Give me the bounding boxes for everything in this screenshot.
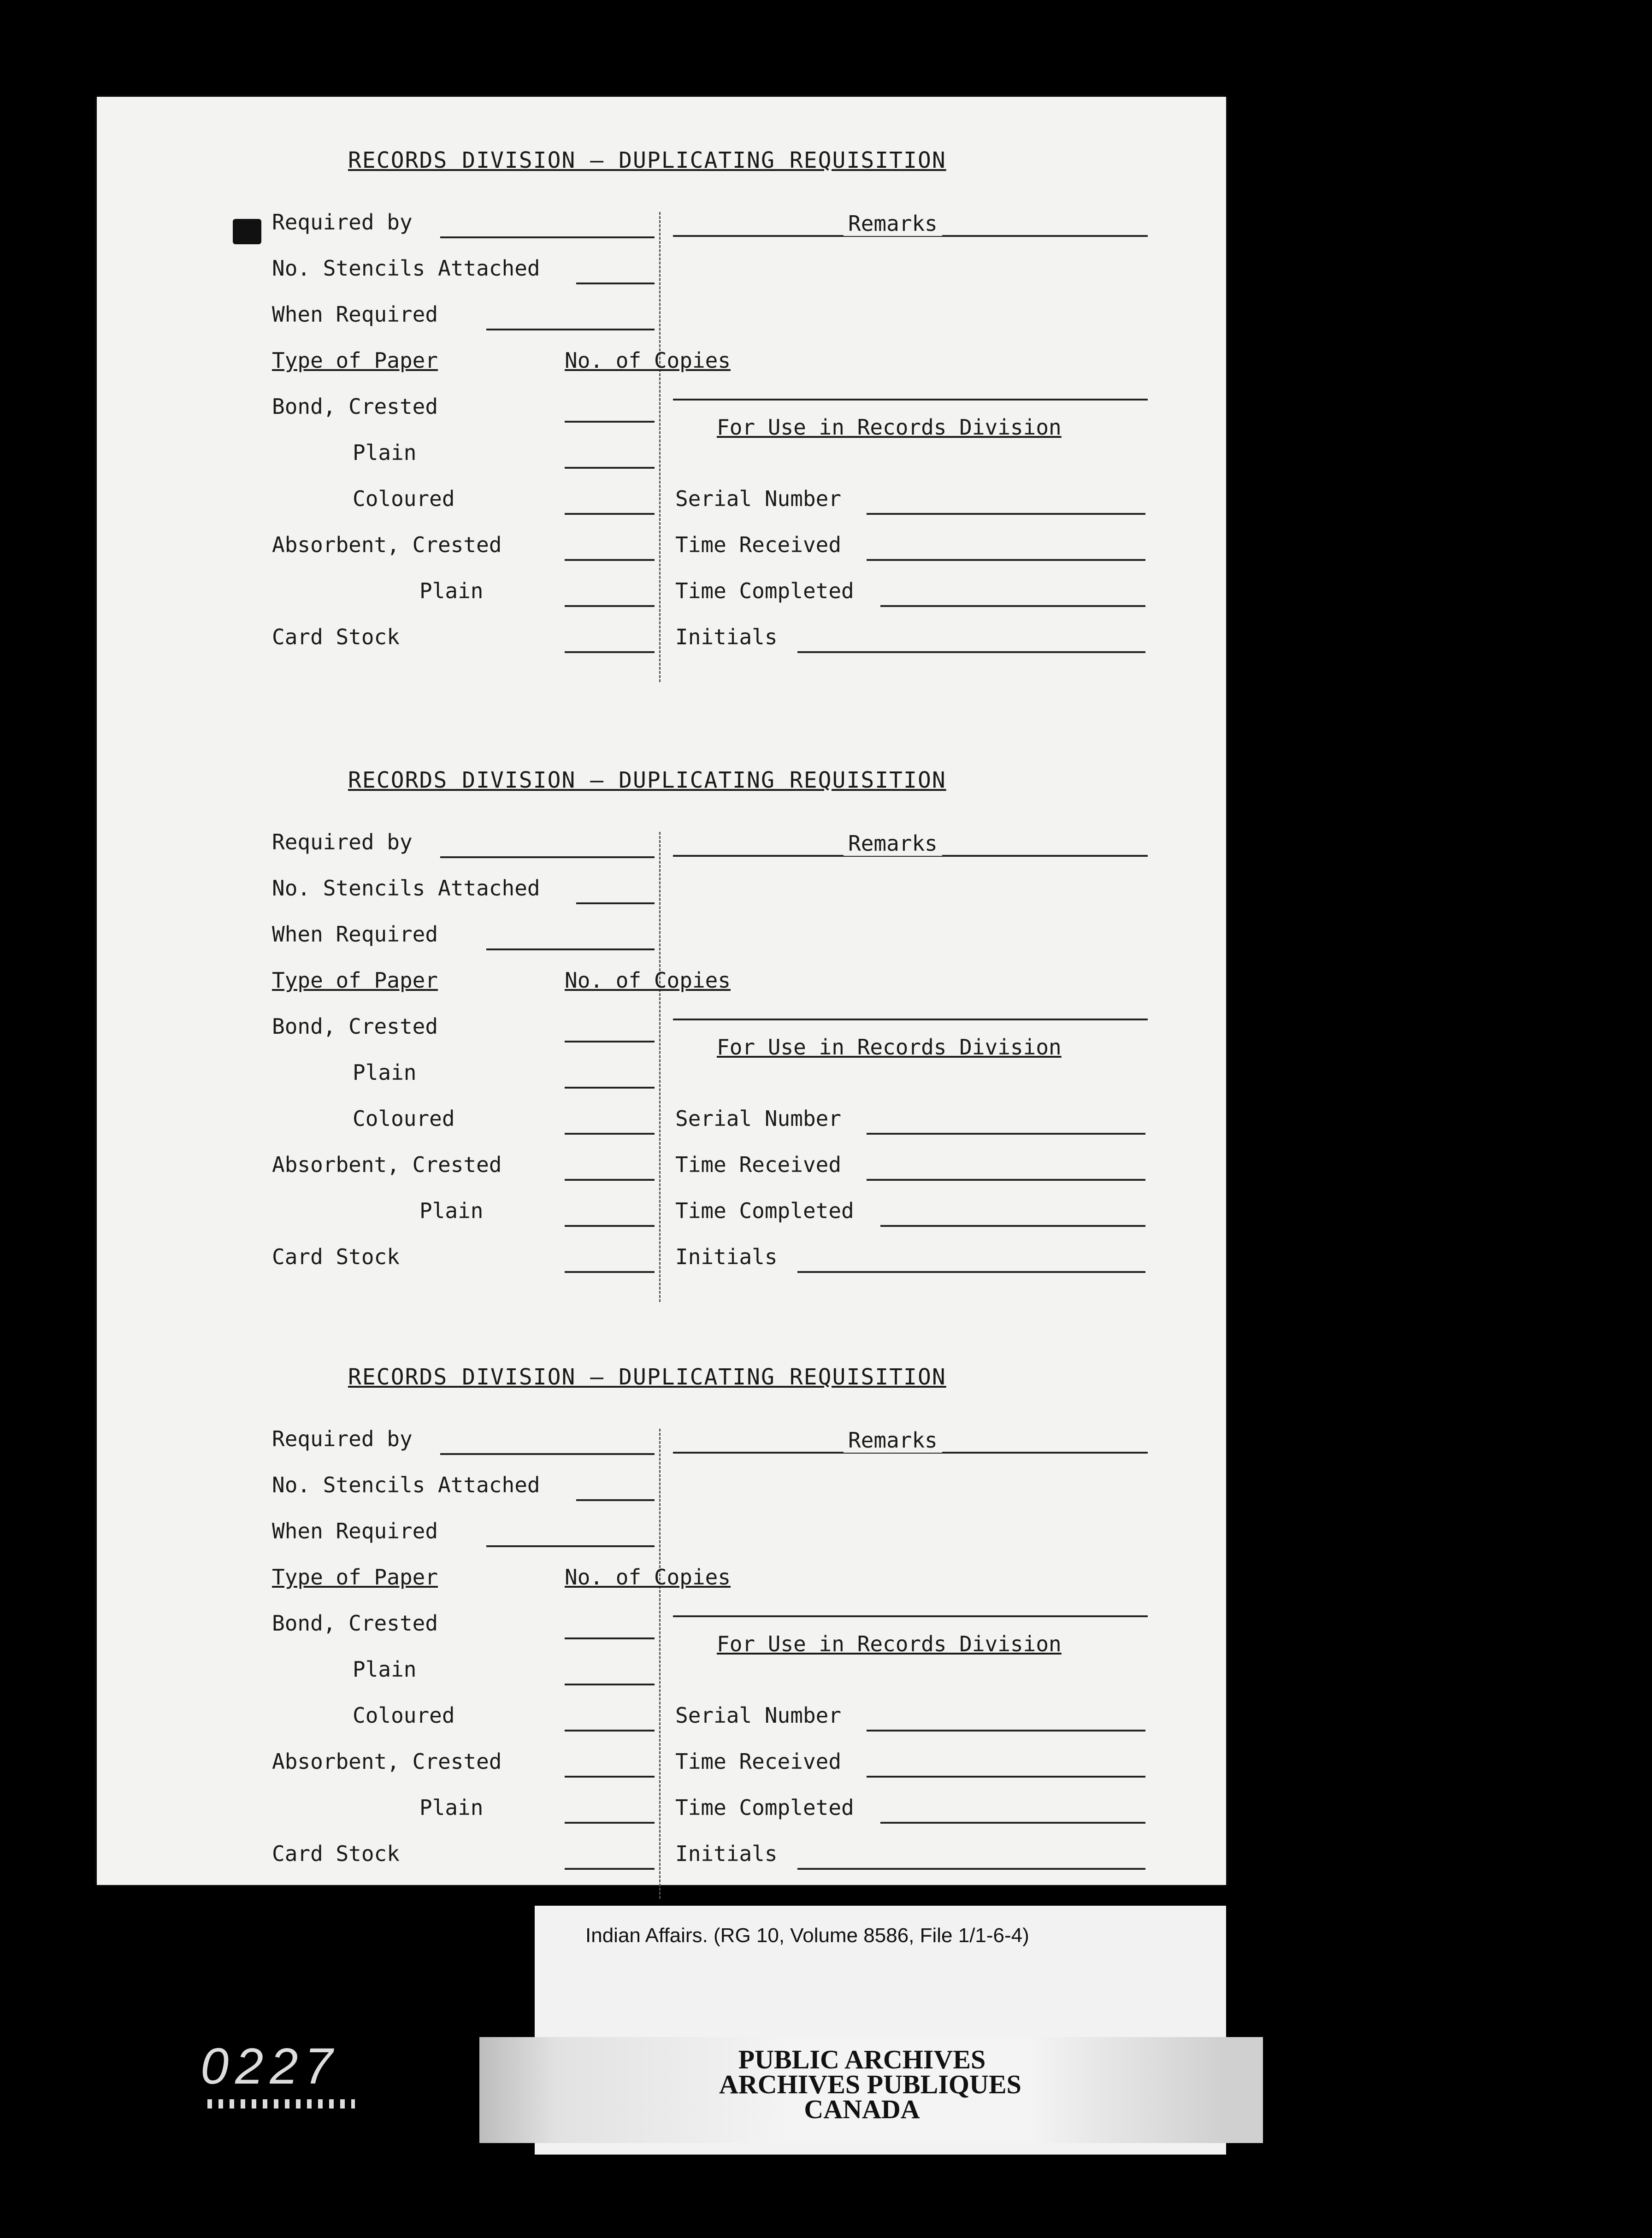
when-required-label: When Required: [272, 922, 438, 947]
coloured-label: Coloured: [353, 1106, 455, 1131]
serial-number-label: Serial Number: [675, 486, 842, 511]
serial-number-field: [867, 1133, 1145, 1135]
archive-reference: Indian Affairs. (RG 10, Volume 8586, File 1/1-6-4): [585, 1924, 1029, 1947]
when-required-field: [486, 948, 655, 950]
archive-stamp: [719, 2044, 1021, 2124]
plain2-label: Plain: [419, 1795, 484, 1820]
time-completed-field: [880, 605, 1145, 607]
when-required-field: [486, 1545, 655, 1547]
time-completed-field: [880, 1225, 1145, 1227]
absorbent-crested-field: [565, 559, 655, 561]
time-received-field: [867, 1776, 1145, 1778]
card-stock-field: [565, 1271, 655, 1273]
required-by-label: Required by: [272, 1426, 413, 1451]
stencils-field: [576, 902, 655, 904]
stamp-line-2: ARCHIVES PUBLIQUES: [719, 2069, 1021, 2099]
requisition-form-1: [97, 97, 1226, 659]
card-stock-field: [565, 1868, 655, 1870]
stencils-field: [576, 283, 655, 284]
card-stock-label: Card Stock: [272, 1244, 400, 1269]
plain2-label: Plain: [419, 578, 484, 603]
plain-label: Plain: [353, 1657, 417, 1682]
stencils-label: No. Stencils Attached: [272, 1472, 540, 1497]
for-use-heading: For Use in Records Division: [717, 1035, 1062, 1060]
form-title: RECORDS DIVISION — DUPLICATING REQUISITION: [348, 1364, 946, 1390]
when-required-label: When Required: [272, 1519, 438, 1543]
stamp-line-3: CANADA: [804, 2094, 920, 2124]
absorbent-crested-field: [565, 1179, 655, 1181]
time-received-label: Time Received: [675, 532, 842, 557]
card-stock-label: Card Stock: [272, 1841, 400, 1866]
required-by-field: [440, 1453, 655, 1455]
bond-crested-label: Bond, Crested: [272, 1611, 438, 1636]
plain-field: [565, 1684, 655, 1685]
plain-field: [565, 467, 655, 469]
serial-number-field: [867, 1730, 1145, 1732]
bond-crested-field: [565, 421, 655, 423]
plain2-field: [565, 605, 655, 607]
serial-number-label: Serial Number: [675, 1703, 842, 1728]
for-use-heading: For Use in Records Division: [717, 1631, 1062, 1656]
time-completed-field: [880, 1822, 1145, 1824]
type-of-paper-label: Type of Paper: [272, 1565, 438, 1590]
coloured-field: [565, 513, 655, 515]
absorbent-crested-field: [565, 1776, 655, 1778]
initials-field: [797, 1271, 1145, 1273]
time-completed-label: Time Completed: [675, 1795, 854, 1820]
plain-label: Plain: [353, 1060, 417, 1085]
requisition-form-2: [97, 717, 1226, 1279]
plain2-field: [565, 1225, 655, 1227]
serial-number-field: [867, 513, 1145, 515]
remarks-label: Remarks: [844, 1428, 942, 1453]
no-of-copies-label: No. of Copies: [565, 1565, 731, 1590]
form-title: RECORDS DIVISION — DUPLICATING REQUISITION: [348, 147, 946, 173]
stamp-line-1: PUBLIC ARCHIVES: [738, 2044, 986, 2074]
no-of-copies-label: No. of Copies: [565, 348, 731, 373]
stencils-label: No. Stencils Attached: [272, 876, 540, 901]
film-ticks: [207, 2099, 355, 2108]
archive-stamp-strip: [479, 2037, 1263, 2143]
no-of-copies-label: No. of Copies: [565, 968, 731, 993]
time-completed-label: Time Completed: [675, 578, 854, 603]
absorbent-crested-label: Absorbent, Crested: [272, 1749, 502, 1774]
plain2-field: [565, 1822, 655, 1824]
time-received-field: [867, 559, 1145, 561]
coloured-label: Coloured: [353, 486, 455, 511]
plain-label: Plain: [353, 440, 417, 465]
column-divider: [659, 832, 661, 1302]
coloured-field: [565, 1133, 655, 1135]
remarks-bottom-line: [673, 1019, 1148, 1020]
column-divider: [659, 1429, 661, 1899]
initials-label: Initials: [675, 624, 778, 649]
remarks-label: Remarks: [844, 831, 942, 856]
column-divider: [659, 212, 661, 682]
initials-field: [797, 1868, 1145, 1870]
card-stock-field: [565, 651, 655, 653]
requisition-sheet: [97, 97, 1226, 1885]
plain-field: [565, 1087, 655, 1089]
for-use-heading: For Use in Records Division: [717, 415, 1062, 440]
required-by-field: [440, 236, 655, 238]
frame-number: 0227: [201, 2038, 339, 2095]
required-by-label: Required by: [272, 210, 413, 235]
type-of-paper-label: Type of Paper: [272, 968, 438, 993]
remarks-bottom-line: [673, 1615, 1148, 1617]
time-completed-label: Time Completed: [675, 1198, 854, 1223]
required-by-label: Required by: [272, 830, 413, 854]
initials-field: [797, 651, 1145, 653]
initials-label: Initials: [675, 1244, 778, 1269]
when-required-label: When Required: [272, 302, 438, 327]
time-received-field: [867, 1179, 1145, 1181]
type-of-paper-label: Type of Paper: [272, 348, 438, 373]
when-required-field: [486, 329, 655, 330]
coloured-field: [565, 1730, 655, 1732]
initials-label: Initials: [675, 1841, 778, 1866]
bond-crested-label: Bond, Crested: [272, 394, 438, 419]
absorbent-crested-label: Absorbent, Crested: [272, 532, 502, 557]
required-by-field: [440, 856, 655, 858]
card-stock-label: Card Stock: [272, 624, 400, 649]
remarks-bottom-line: [673, 399, 1148, 400]
coloured-label: Coloured: [353, 1703, 455, 1728]
bond-crested-field: [565, 1041, 655, 1042]
time-received-label: Time Received: [675, 1152, 842, 1177]
form-title: RECORDS DIVISION — DUPLICATING REQUISITION: [348, 767, 946, 793]
serial-number-label: Serial Number: [675, 1106, 842, 1131]
time-received-label: Time Received: [675, 1749, 842, 1774]
remarks-label: Remarks: [844, 211, 942, 236]
absorbent-crested-label: Absorbent, Crested: [272, 1152, 502, 1177]
stencils-field: [576, 1499, 655, 1501]
bond-crested-field: [565, 1637, 655, 1639]
requisition-form-3: [97, 1313, 1226, 1876]
plain2-label: Plain: [419, 1198, 484, 1223]
stencils-label: No. Stencils Attached: [272, 256, 540, 281]
bond-crested-label: Bond, Crested: [272, 1014, 438, 1039]
